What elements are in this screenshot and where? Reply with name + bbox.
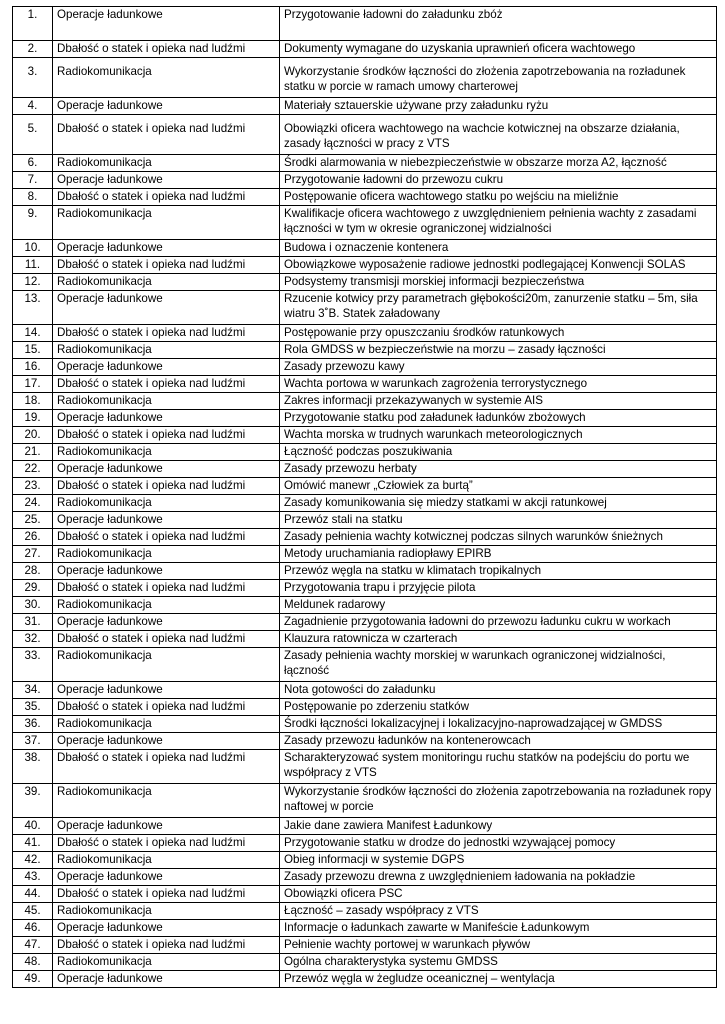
row-category: Dbałość o statek i opieka nad ludźmi: [53, 478, 280, 495]
row-topic: Obowiązkowe wyposażenie radiowe jednostki podlegającej Konwencji SOLAS: [280, 257, 717, 274]
table-row: [13, 155, 717, 172]
table-row: [13, 206, 717, 240]
row-number: 3.: [13, 58, 53, 98]
row-number: 1.: [13, 7, 53, 41]
row-topic: Obowiązki oficera wachtowego na wachcie kotwicznej na obszarze działania, zasady łączności w pracy z VTS: [280, 115, 717, 155]
row-topic: Przygotowanie statku pod załadunek ładunków zbożowych: [280, 410, 717, 427]
table-row: [13, 291, 717, 325]
row-category: Operacje ładunkowe: [53, 733, 280, 750]
row-category: Radiokomunikacja: [53, 648, 280, 682]
row-number: 20.: [13, 427, 53, 444]
row-number: 5.: [13, 115, 53, 155]
row-category: Dbałość o statek i opieka nad ludźmi: [53, 886, 280, 903]
row-category: Dbałość o statek i opieka nad ludźmi: [53, 376, 280, 393]
row-topic: Postępowanie oficera wachtowego statku po wejściu na mieliźnie: [280, 189, 717, 206]
row-topic: Wachta portowa w warunkach zagrożenia terrorystycznego: [280, 376, 717, 393]
row-number: 4.: [13, 98, 53, 115]
row-category: Radiokomunikacja: [53, 954, 280, 971]
row-topic: Wachta morska w trudnych warunkach meteorologicznych: [280, 427, 717, 444]
row-category: Operacje ładunkowe: [53, 7, 280, 41]
table-row: [13, 115, 717, 155]
row-topic: Zasady komunikowania się miedzy statkami w akcji ratunkowej: [280, 495, 717, 512]
row-category: Dbałość o statek i opieka nad ludźmi: [53, 580, 280, 597]
row-category: Dbałość o statek i opieka nad ludźmi: [53, 529, 280, 546]
table-row: [13, 682, 717, 699]
row-number: 24.: [13, 495, 53, 512]
row-number: 40.: [13, 818, 53, 835]
row-number: 19.: [13, 410, 53, 427]
table-row: [13, 376, 717, 393]
row-number: 48.: [13, 954, 53, 971]
row-category: Dbałość o statek i opieka nad ludźmi: [53, 189, 280, 206]
table-row: [13, 971, 717, 988]
row-number: 22.: [13, 461, 53, 478]
table-row: [13, 937, 717, 954]
table-row: [13, 852, 717, 869]
row-category: Operacje ładunkowe: [53, 461, 280, 478]
row-number: 7.: [13, 172, 53, 189]
row-topic: Zasady przewozu ładunków na kontenerowcach: [280, 733, 717, 750]
row-category: Radiokomunikacja: [53, 342, 280, 359]
table-row: [13, 7, 717, 41]
row-topic: Nota gotowości do załadunku: [280, 682, 717, 699]
table-row: [13, 41, 717, 58]
row-category: Radiokomunikacja: [53, 58, 280, 98]
row-category: Operacje ładunkowe: [53, 359, 280, 376]
row-topic: Jakie dane zawiera Manifest Ładunkowy: [280, 818, 717, 835]
row-topic: Materiały sztauerskie używane przy załadunku ryżu: [280, 98, 717, 115]
row-topic: Obieg informacji w systemie DGPS: [280, 852, 717, 869]
row-category: Radiokomunikacja: [53, 716, 280, 733]
row-number: 47.: [13, 937, 53, 954]
row-category: Operacje ładunkowe: [53, 563, 280, 580]
table-row: [13, 546, 717, 563]
row-topic: Zasady przewozu herbaty: [280, 461, 717, 478]
row-topic: Przygotowanie statku w drodze do jednostki wzywającej pomocy: [280, 835, 717, 852]
row-number: 6.: [13, 155, 53, 172]
row-topic: Łączność – zasady współpracy z VTS: [280, 903, 717, 920]
row-topic: Meldunek radarowy: [280, 597, 717, 614]
table-row: [13, 257, 717, 274]
table-row: [13, 359, 717, 376]
row-category: Dbałość o statek i opieka nad ludźmi: [53, 937, 280, 954]
row-number: 27.: [13, 546, 53, 563]
table-row: [13, 648, 717, 682]
table-row: [13, 529, 717, 546]
row-number: 35.: [13, 699, 53, 716]
table-row: [13, 189, 717, 206]
row-topic: Wykorzystanie środków łączności do złożenia zapotrzebowania na rozładunek ropy naftowej w porcie: [280, 784, 717, 818]
row-topic: Zasady przewozu kawy: [280, 359, 717, 376]
document-page: [12, 6, 716, 988]
row-category: Dbałość o statek i opieka nad ludźmi: [53, 325, 280, 342]
table-row: [13, 818, 717, 835]
row-number: 12.: [13, 274, 53, 291]
table-row: [13, 393, 717, 410]
row-category: Dbałość o statek i opieka nad ludźmi: [53, 427, 280, 444]
row-topic: Środki alarmowania w niebezpieczeństwie w obszarze morza A2, łączność: [280, 155, 717, 172]
row-number: 45.: [13, 903, 53, 920]
row-number: 42.: [13, 852, 53, 869]
row-category: Radiokomunikacja: [53, 393, 280, 410]
row-number: 25.: [13, 512, 53, 529]
row-category: Radiokomunikacja: [53, 852, 280, 869]
row-number: 2.: [13, 41, 53, 58]
row-number: 26.: [13, 529, 53, 546]
row-category: Dbałość o statek i opieka nad ludźmi: [53, 750, 280, 784]
row-number: 16.: [13, 359, 53, 376]
row-number: 21.: [13, 444, 53, 461]
row-category: Radiokomunikacja: [53, 903, 280, 920]
row-topic: Przygotowanie ładowni do załadunku zbóż: [280, 7, 717, 41]
table-row: [13, 325, 717, 342]
row-topic: Przewóz węgla w żegludze oceanicznej – wentylacja: [280, 971, 717, 988]
row-topic: Rola GMDSS w bezpieczeństwie na morzu – zasady łączności: [280, 342, 717, 359]
row-number: 31.: [13, 614, 53, 631]
row-category: Operacje ładunkowe: [53, 98, 280, 115]
row-topic: Postępowanie przy opuszczaniu środków ratunkowych: [280, 325, 717, 342]
row-category: Dbałość o statek i opieka nad ludźmi: [53, 699, 280, 716]
row-category: Operacje ładunkowe: [53, 818, 280, 835]
row-topic: Ogólna charakterystyka systemu GMDSS: [280, 954, 717, 971]
row-number: 39.: [13, 784, 53, 818]
row-number: 44.: [13, 886, 53, 903]
table-row: [13, 699, 717, 716]
row-topic: Zasady pełnienia wachty kotwicznej podczas silnych warunków śnieżnych: [280, 529, 717, 546]
row-category: Operacje ładunkowe: [53, 869, 280, 886]
row-number: 32.: [13, 631, 53, 648]
table-row: [13, 172, 717, 189]
row-number: 36.: [13, 716, 53, 733]
row-number: 14.: [13, 325, 53, 342]
row-category: Operacje ładunkowe: [53, 971, 280, 988]
row-topic: Rzucenie kotwicy przy parametrach głębokości20m, zanurzenie statku – 5m, siła wiatru 3˚B. Statek załadowany: [280, 291, 717, 325]
row-topic: Przewóz stali na statku: [280, 512, 717, 529]
table-row: [13, 733, 717, 750]
table-row: [13, 631, 717, 648]
table-body: [13, 7, 717, 988]
row-category: Operacje ładunkowe: [53, 172, 280, 189]
row-category: Radiokomunikacja: [53, 444, 280, 461]
row-topic: Postępowanie po zderzeniu statków: [280, 699, 717, 716]
row-topic: Przewóz węgla na statku w klimatach tropikalnych: [280, 563, 717, 580]
row-category: Operacje ładunkowe: [53, 512, 280, 529]
table-row: [13, 274, 717, 291]
exam-topics-table: [12, 6, 717, 988]
row-number: 34.: [13, 682, 53, 699]
table-row: [13, 784, 717, 818]
row-topic: Łączność podczas poszukiwania: [280, 444, 717, 461]
table-row: [13, 427, 717, 444]
row-number: 41.: [13, 835, 53, 852]
row-number: 43.: [13, 869, 53, 886]
table-row: [13, 444, 717, 461]
table-row: [13, 920, 717, 937]
row-topic: Podsystemy transmisji morskiej informacji bezpieczeństwa: [280, 274, 717, 291]
row-topic: Metody uruchamiania radiopławy EPIRB: [280, 546, 717, 563]
table-row: [13, 98, 717, 115]
row-topic: Pełnienie wachty portowej w warunkach pływów: [280, 937, 717, 954]
row-topic: Środki łączności lokalizacyjnej i lokalizacyjno-naprowadzającej w GMDSS: [280, 716, 717, 733]
row-number: 11.: [13, 257, 53, 274]
row-topic: Kwalifikacje oficera wachtowego z uwzględnieniem pełnienia wachty z zasadami łączności w tym w okresie ograniczonej widzialności: [280, 206, 717, 240]
row-category: Operacje ładunkowe: [53, 291, 280, 325]
table-row: [13, 512, 717, 529]
row-category: Radiokomunikacja: [53, 495, 280, 512]
row-number: 49.: [13, 971, 53, 988]
table-row: [13, 597, 717, 614]
row-number: 46.: [13, 920, 53, 937]
row-number: 30.: [13, 597, 53, 614]
row-category: Operacje ładunkowe: [53, 240, 280, 257]
table-row: [13, 886, 717, 903]
row-topic: Zakres informacji przekazywanych w systemie AIS: [280, 393, 717, 410]
row-category: Dbałość o statek i opieka nad ludźmi: [53, 257, 280, 274]
table-row: [13, 495, 717, 512]
row-category: Dbałość o statek i opieka nad ludźmi: [53, 41, 280, 58]
row-number: 17.: [13, 376, 53, 393]
row-topic: Informacje o ładunkach zawarte w Manifeście Ładunkowym: [280, 920, 717, 937]
row-topic: Klauzura ratownicza w czarterach: [280, 631, 717, 648]
row-category: Radiokomunikacja: [53, 274, 280, 291]
row-topic: Wykorzystanie środków łączności do złożenia zapotrzebowania na rozładunek statku w porcie w ramach umowy charterowej: [280, 58, 717, 98]
table-row: [13, 461, 717, 478]
row-number: 15.: [13, 342, 53, 359]
row-number: 37.: [13, 733, 53, 750]
row-number: 29.: [13, 580, 53, 597]
table-row: [13, 903, 717, 920]
row-category: Operacje ładunkowe: [53, 614, 280, 631]
table-row: [13, 835, 717, 852]
table-row: [13, 716, 717, 733]
row-topic: Zasady przewozu drewna z uwzględnieniem ładowania na pokładzie: [280, 869, 717, 886]
row-number: 9.: [13, 206, 53, 240]
row-number: 33.: [13, 648, 53, 682]
table-row: [13, 580, 717, 597]
table-row: [13, 750, 717, 784]
row-topic: Zasady pełnienia wachty morskiej w warunkach ograniczonej widzialności, łączność: [280, 648, 717, 682]
row-number: 10.: [13, 240, 53, 257]
row-number: 28.: [13, 563, 53, 580]
row-topic: Zagadnienie przygotowania ładowni do przewozu ładunku cukru w workach: [280, 614, 717, 631]
row-topic: Przygotowania trapu i przyjęcie pilota: [280, 580, 717, 597]
table-row: [13, 614, 717, 631]
table-row: [13, 58, 717, 98]
row-category: Radiokomunikacja: [53, 597, 280, 614]
row-category: Dbałość o statek i opieka nad ludźmi: [53, 631, 280, 648]
row-category: Radiokomunikacja: [53, 155, 280, 172]
row-category: Radiokomunikacja: [53, 546, 280, 563]
table-row: [13, 563, 717, 580]
row-topic: Dokumenty wymagane do uzyskania uprawnień oficera wachtowego: [280, 41, 717, 58]
table-row: [13, 342, 717, 359]
row-number: 23.: [13, 478, 53, 495]
row-category: Radiokomunikacja: [53, 206, 280, 240]
row-topic: Budowa i oznaczenie kontenera: [280, 240, 717, 257]
row-topic: Przygotowanie ładowni do przewozu cukru: [280, 172, 717, 189]
row-category: Operacje ładunkowe: [53, 410, 280, 427]
table-row: [13, 240, 717, 257]
table-row: [13, 478, 717, 495]
row-category: Operacje ładunkowe: [53, 920, 280, 937]
row-topic: Scharakteryzować system monitoringu ruchu statków na podejściu do portu we współpracy z VTS: [280, 750, 717, 784]
row-topic: Obowiązki oficera PSC: [280, 886, 717, 903]
table-row: [13, 869, 717, 886]
row-category: Radiokomunikacja: [53, 784, 280, 818]
row-topic: Omówić manewr „Człowiek za burtą”: [280, 478, 717, 495]
row-number: 18.: [13, 393, 53, 410]
row-number: 13.: [13, 291, 53, 325]
row-number: 38.: [13, 750, 53, 784]
row-category: Dbałość o statek i opieka nad ludźmi: [53, 115, 280, 155]
row-category: Operacje ładunkowe: [53, 682, 280, 699]
row-category: Dbałość o statek i opieka nad ludźmi: [53, 835, 280, 852]
row-number: 8.: [13, 189, 53, 206]
table-row: [13, 410, 717, 427]
table-row: [13, 954, 717, 971]
